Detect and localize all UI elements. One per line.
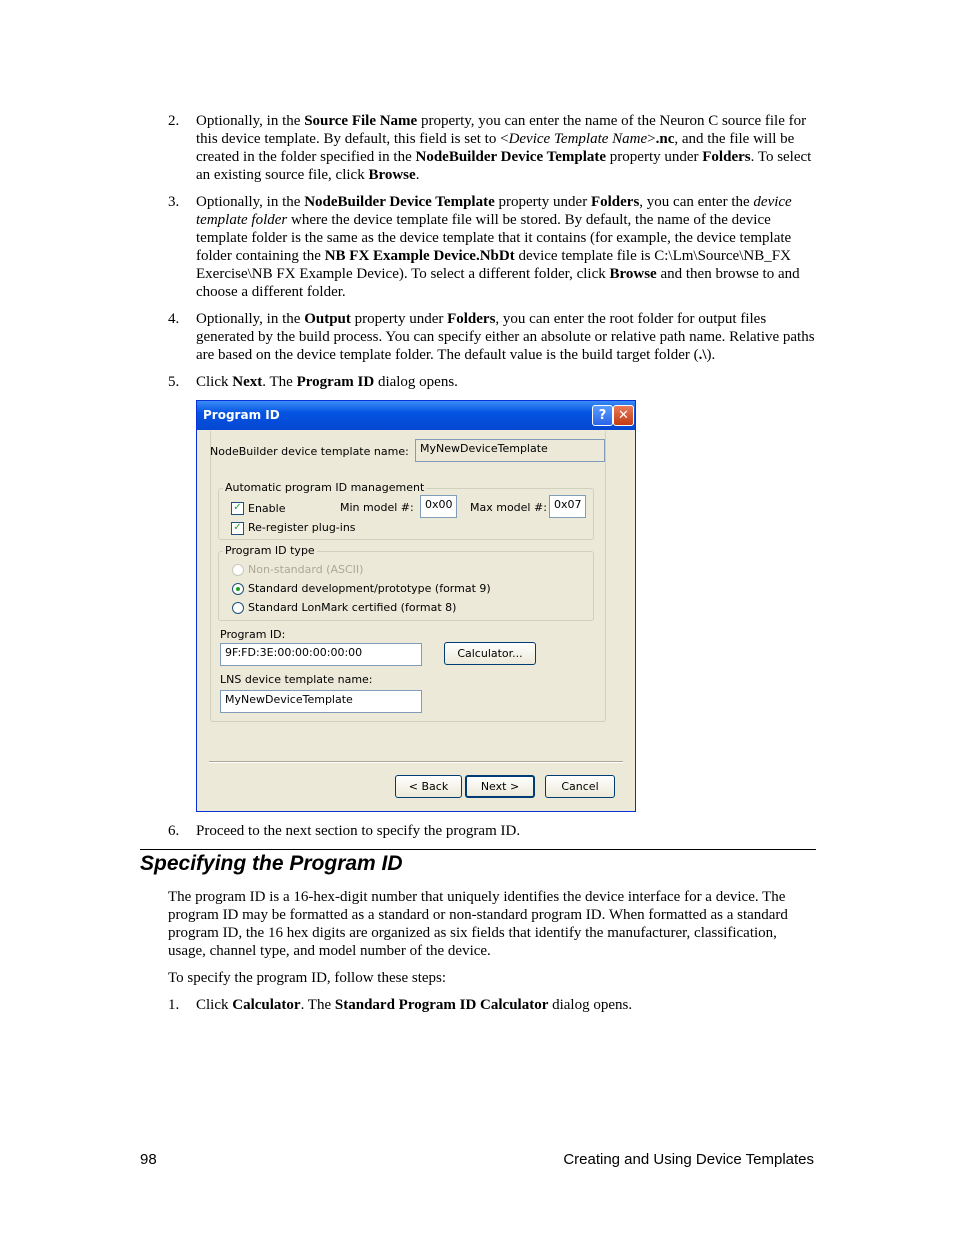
program-id-dialog <box>196 400 636 812</box>
auto-management-legend: Automatic program ID management <box>225 481 425 494</box>
reregister-checkbox[interactable]: ✓ <box>231 522 244 535</box>
template-name-field: MyNewDeviceTemplate <box>415 439 605 462</box>
dialog-content-frame <box>210 431 606 722</box>
step-text: Optionally, in the Source File Name property, you can enter the name of the Neuron C source file for this device template. By default, this field is set to <Device Template Name>.nc, and the file will be created in the folder specified in the NodeBuilder Device Template property under Folders. To select an existing source file, click Browse. <box>196 113 812 183</box>
step-number: 2. <box>168 113 180 129</box>
radio-non-standard-label: Non-standard (ASCII) <box>248 563 364 576</box>
lns-template-input[interactable]: MyNewDeviceTemplate <box>220 690 422 713</box>
lns-template-label: LNS device template name: <box>220 673 373 686</box>
radio-lonmark-certified-label: Standard LonMark certified (format 8) <box>248 601 457 614</box>
program-id-input[interactable]: 9F:FD:3E:00:00:00:00:00 <box>220 643 422 666</box>
help-icon[interactable]: ? <box>592 405 613 426</box>
step-text: Click Calculator. The Standard Program ID Calculator dialog opens. <box>196 997 633 1013</box>
close-icon[interactable]: ✕ <box>613 405 634 426</box>
step-number: 5. <box>168 374 180 390</box>
next-button[interactable]: Next > <box>465 775 535 798</box>
reregister-label: Re-register plug-ins <box>248 521 356 534</box>
dialog-separator <box>209 761 623 763</box>
radio-standard-development-label: Standard development/prototype (format 9) <box>248 582 491 595</box>
min-model-input[interactable]: 0x00 <box>420 495 457 518</box>
step-text: Optionally, in the Output property under Folders, you can enter the root folder for output files generated by the build process. You can specify either an absolute or relative path name. Relative paths are based on the device template folder. The default value is the build target folder (.\). <box>196 311 815 363</box>
template-name-label: NodeBuilder device template name: <box>210 445 409 458</box>
step-text: Optionally, in the NodeBuilder Device Template property under Folders, you can enter the device template folder where the device template file will be stored. By default, the name of the device template folder is the same as the device template that it contains (for example, the device template folder containing the NB FX Example Device.NbDt device template file is C:\Lm\Source\NB_FX Exercise\NB FX Example Device). To select a different folder, click Browse and then browse to and choose a different folder. <box>196 194 800 300</box>
enable-checkbox[interactable]: ✓ <box>231 502 244 515</box>
page-number: 98 <box>140 1151 157 1168</box>
back-button[interactable]: < Back <box>395 775 462 798</box>
cancel-button[interactable]: Cancel <box>545 775 615 798</box>
step-number: 3. <box>168 194 180 210</box>
step-number: 1. <box>168 997 180 1013</box>
program-id-label: Program ID: <box>220 628 286 641</box>
min-model-label: Min model #: <box>340 501 414 514</box>
section-paragraph-steps-intro: To specify the program ID, follow these steps: <box>168 970 447 986</box>
max-model-input[interactable]: 0x07 <box>549 495 586 518</box>
section-heading: Specifying the Program ID <box>140 852 403 875</box>
dialog-title: Program ID <box>203 408 280 422</box>
section-paragraph: The program ID is a 16-hex-digit number that uniquely identifies the device interface for a device. The program ID may be formatted as a standard or non-standard program ID. When formatted as a standard program ID, the 16 hex digits are organized as six fields that identify the manufacturer, classification, usage, channel type, and model number of the device. <box>168 889 788 959</box>
step-text: Click Next. The Program ID dialog opens. <box>196 374 458 390</box>
chapter-title: Creating and Using Device Templates <box>563 1151 814 1168</box>
enable-label: Enable <box>248 502 286 515</box>
program-id-type-legend: Program ID type <box>225 544 315 557</box>
dialog-titlebar <box>197 401 635 430</box>
calculator-button[interactable]: Calculator... <box>444 642 536 665</box>
section-rule <box>140 849 816 850</box>
max-model-label: Max model #: <box>470 501 547 514</box>
step-number: 4. <box>168 311 180 327</box>
step-text: Proceed to the next section to specify the program ID. <box>196 823 521 839</box>
step-number: 6. <box>168 823 180 839</box>
